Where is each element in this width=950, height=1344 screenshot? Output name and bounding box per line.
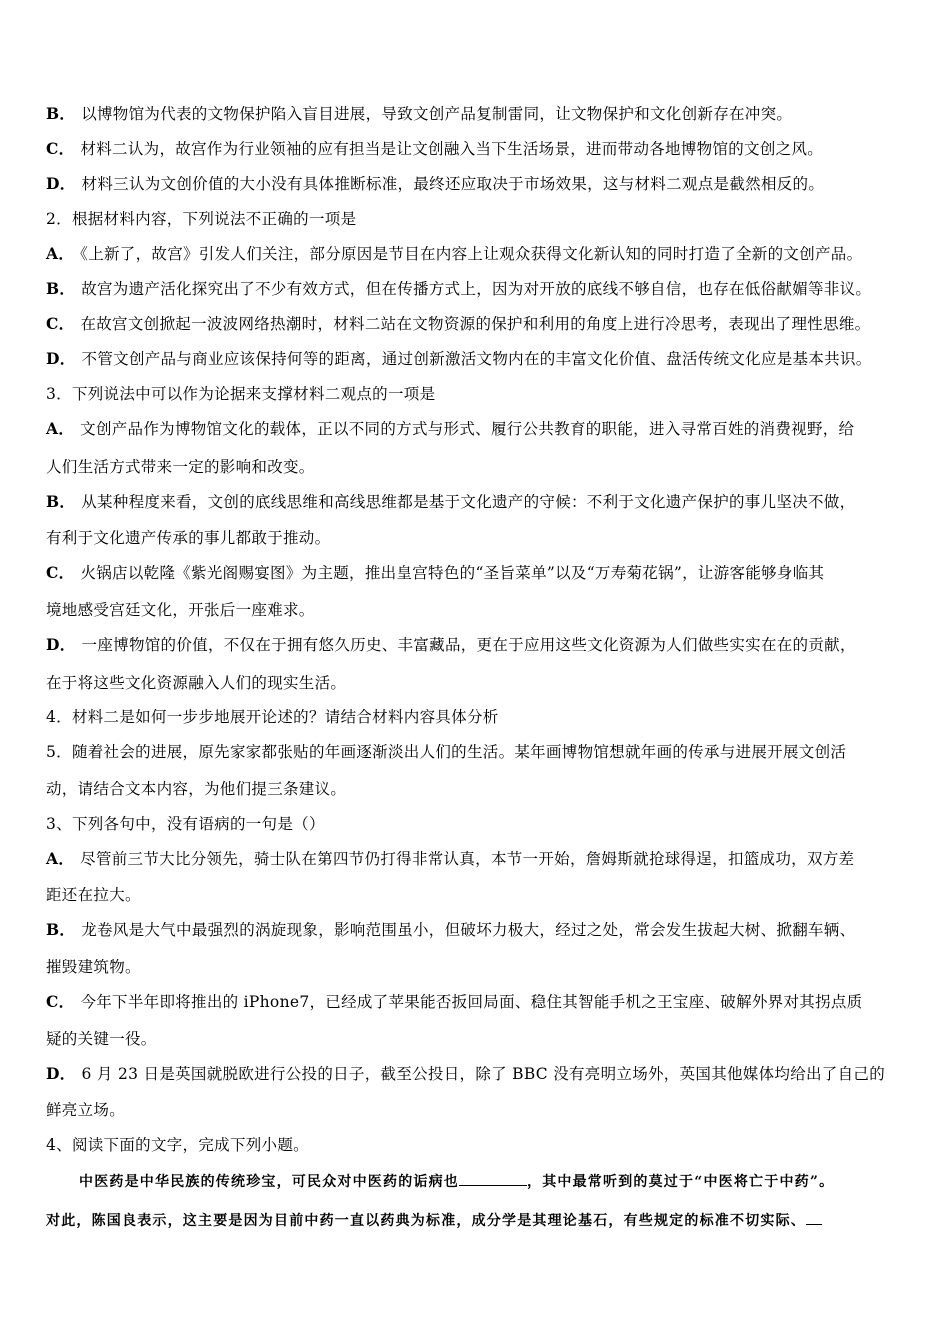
q3-option-b: B． 从某种程度来看，文创的底线思维和高线思维都是基于文化遗产的守候：不利于文化遗产保护的事儿坚决不做， bbox=[46, 492, 856, 511]
fill-in-blank bbox=[459, 1171, 527, 1186]
passage-line-1: 中医药是中华民族的传统珍宝，可民众对中医药的诟病也 ，其中最常听到的莫过于“中医将亡于中药”。 bbox=[46, 1171, 916, 1192]
section3-option-d: D． 6 月 23 日是英国就脱欧进行公投的日子，截至公投日，除了 BBC 没有亮明立场外，英国其他媒体均给出了自己的 bbox=[46, 1064, 885, 1083]
q5-stem: 5．随着社会的进展，原先家家都张贴的年画逐渐淡出人们的生活。某年画博物馆想就年画的传承与进展开展文创活 bbox=[46, 743, 847, 761]
q2-option-a: A． 《上新了，故宫》引发人们关注，部分原因是节目在内容上让观众获得文化新认知的同时打造了全新的文创产品。 bbox=[46, 244, 863, 263]
fill-in-blank bbox=[806, 1210, 822, 1225]
section3-option-c-continued: 疑的关键一役。 bbox=[46, 1030, 157, 1048]
q1-option-c: C． 材料二认为，故宫作为行业领袖的应有担当是让文创融入当下生活场景，进而带动各地博物馆的文创之风。 bbox=[46, 139, 824, 158]
q1-option-d: D． 材料三认为文创价值的大小没有具体推断标准，最终还应取决于市场效果，这与材料二观点是截然相反的。 bbox=[46, 174, 825, 193]
q2-stem: 2．根据材料内容，下列说法不正确的一项是 bbox=[46, 210, 357, 228]
q2-option-c: C． 在故宫文创掀起一波波网络热潮时，材料二站在文物资源的保护和利用的角度上进行冷思考，表现出了理性思维。 bbox=[46, 314, 871, 333]
section3-option-a: A． 尽管前三节大比分领先，骑士队在第四节仍打得非常认真，本节一开始，詹姆斯就抢球得逞，扣篮成功，双方差 bbox=[46, 849, 855, 868]
section3-option-b: B． 龙卷风是大气中最强烈的涡旋现象，影响范围虽小，但破坏力极大，经过之处，常会发生拔起大树、掀翻车辆、 bbox=[46, 920, 856, 939]
q3-option-a-continued: 人们生活方式带来一定的影响和改变。 bbox=[46, 458, 315, 476]
q3-option-d-continued: 在于将这些文化资源融入人们的现实生活。 bbox=[46, 674, 347, 692]
q3-option-d: D． 一座博物馆的价值，不仅在于拥有悠久历史、丰富藏品，更在于应用这些文化资源为人们做些实实在在的贡献， bbox=[46, 635, 856, 654]
section3-stem: 3、下列各句中，没有语病的一句是（） bbox=[46, 815, 325, 833]
q3-option-b-continued: 有利于文化遗产传承的事儿都敢于推动。 bbox=[46, 529, 331, 547]
section3-option-c: C． 今年下半年即将推出的 iPhone7，已经成了苹果能否扳回局面、稳住其智能手机之王宝座、破解外界对其拐点质 bbox=[46, 992, 863, 1011]
section3-option-b-continued: 摧毁建筑物。 bbox=[46, 958, 141, 976]
q2-option-d: D． 不管文创产品与商业应该保持何等的距离，通过创新激活文物内在的丰富文化价值、盘活传统文化应是基本共识。 bbox=[46, 349, 872, 368]
q3-option-a: A． 文创产品作为博物馆文化的载体，正以不同的方式与形式、履行公共教育的职能，进入寻常百姓的消费视野，给 bbox=[46, 419, 855, 438]
q2-option-b: B． 故宫为遗产活化探究出了不少有效方式，但在传播方式上，因为对开放的底线不够自信，也存在低俗献媚等非议。 bbox=[46, 279, 872, 298]
q5-stem-continued: 动，请结合文本内容，为他们提三条建议。 bbox=[46, 780, 347, 798]
q1-option-b: B． 以博物馆为代表的文物保护陷入盲目进展，导致文创产品复制雷同，让文物保护和文化创新存在冲突。 bbox=[46, 104, 793, 123]
section3-option-d-continued: 鲜亮立场。 bbox=[46, 1101, 126, 1119]
q3-option-c-continued: 境地感受宫廷文化，开张后一座难求。 bbox=[46, 601, 315, 619]
section4-stem: 4、阅读下面的文字，完成下列小题。 bbox=[46, 1136, 309, 1154]
section3-option-a-continued: 距还在拉大。 bbox=[46, 886, 141, 904]
q3-stem: 3．下列说法中可以作为论据来支撑材料二观点的一项是 bbox=[46, 385, 436, 403]
passage-line-2: 对此，陈国良表示，这主要是因为目前中药一直以药典为标准，成分学是其理论基石，有些规定的标准不切实际、 bbox=[46, 1210, 916, 1231]
q4-stem: 4．材料二是如何一步步地展开论述的？请结合材料内容具体分析 bbox=[46, 708, 499, 726]
q3-option-c: C． 火锅店以乾隆《紫光阁赐宴图》为主题，推出皇宫特色的“圣旨菜单”以及“万寿菊花锅”，让游客能够身临其 bbox=[46, 563, 825, 582]
